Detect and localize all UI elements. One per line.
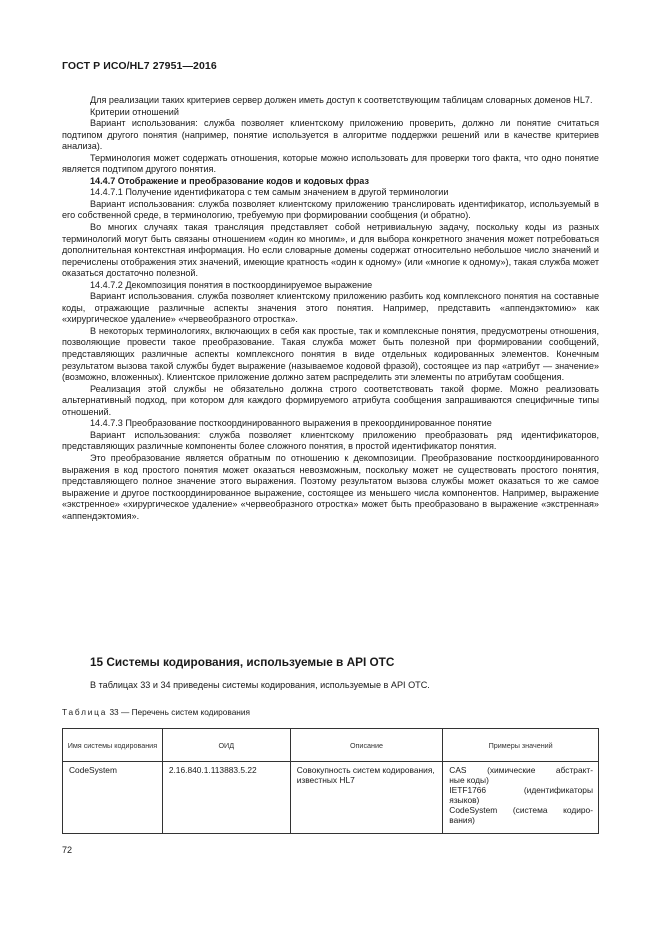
paragraph: Вариант использования: служба позволяет клиентскому приложению преобразовать ряд идентификаторов, представляющих различные компоненты более сложного понятия, в простой идентификатор понятия. bbox=[62, 429, 599, 452]
table-caption bbox=[62, 707, 250, 717]
paragraph: Вариант использования. служба позволяет клиентскому приложению разбить код комплексного понятия на составные коды, отражающие различные аспекты значения этого понятия. Например, представить «аппендэктомию» как «хирургическое удаление» «червеобразного отростка». bbox=[62, 291, 599, 325]
subsection-heading: 14.4.7 Отображение и преобразование кодов и кодовых фраз bbox=[90, 175, 369, 186]
column-header-name: Имя системы кодирования bbox=[63, 729, 163, 762]
example-line: вания) bbox=[449, 815, 475, 825]
column-header-description: Описание bbox=[290, 729, 443, 762]
paragraph: Терминология может содержать отношения, которые можно использовать для проверки того факта, что одно понятие является подтипом другого понятия. bbox=[62, 152, 599, 175]
cell-examples bbox=[443, 762, 599, 834]
cell-oid: 2.16.840.1.113883.5.22 bbox=[162, 762, 290, 834]
table-header-row bbox=[63, 729, 599, 762]
example-line: ные коды) bbox=[449, 775, 489, 785]
cell-name: CodeSystem bbox=[63, 762, 163, 834]
subsection-heading: 14.4.7.2 Декомпозиция понятия в посткоординируемое выражение bbox=[90, 279, 373, 290]
page-number: 72 bbox=[62, 845, 73, 855]
example-line: языков) bbox=[449, 795, 480, 805]
paragraph: Вариант использования: служба позволяет клиентскому приложению проверить, должно ли понятие считаться подтипом другого понятия (например, понятие используется в алгоритме поддержки решений или в качестве критериев анализа). bbox=[62, 118, 599, 152]
section-title: 15 Системы кодирования, используемые в API OTC bbox=[90, 655, 395, 669]
paragraph: Критерии отношений bbox=[90, 106, 179, 117]
example-line: IETF1766 (идентификаторы bbox=[449, 785, 593, 795]
example-line: CodeSystem (система кодиро- bbox=[449, 805, 593, 815]
paragraph: Вариант использования: служба позволяет клиентскому приложению транслировать идентификатор, используемый в его собственной среде, в терминологию, требуемую при формировании сообщения (и обратно). bbox=[62, 198, 599, 221]
subsection-heading: 14.4.7.1 Получение идентификатора с тем самым значением в другой терминологии bbox=[90, 187, 449, 198]
table-caption-text: 33 — Перечень систем кодирования bbox=[107, 707, 251, 717]
paragraph: Во многих случаях такая трансляция представляет собой нетривиальную задачу, поскольку коды из разных терминологий могут быть связаны отношением «один ко многим», и для выбора конкретного значения может потребоваться дополнительная контекстная информация. Но если словарные домены содержат относительно небольшое число значений и перечислены отображения этих значений, имеющие кратность «один к одному» (или «многие к одному»), такая служба может оказаться достаточно полезной. bbox=[62, 222, 599, 279]
column-header-oid: ОИД bbox=[162, 729, 290, 762]
paragraph: Реализация этой службы не обязательно должна строго соответствовать такой форме. Можно реализовать альтернативный подход, при котором для каждого формируемого атрибута сообщения запрашиваются специфичные типы отношений. bbox=[62, 383, 599, 417]
coding-systems-table bbox=[62, 728, 599, 834]
body-text bbox=[62, 95, 599, 522]
section-intro: В таблицах 33 и 34 приведены системы кодирования, используемые в API OTC. bbox=[90, 680, 430, 690]
paragraph: Для реализации таких критериев сервер должен иметь доступ к соответствующим таблицам словарных доменов HL7. bbox=[90, 95, 593, 105]
cell-description: Совокупность систем кодирования, известных HL7 bbox=[290, 762, 443, 834]
paragraph: Это преобразование является обратным по отношению к декомпозиции. Преобразование посткоординированного выражения в код простого понятия может оказаться невозможным, поскольку может не существовать простого понятия, представляющего полное значение этого выражения. Поэтому результатом вызова службы может оказаться то же самое выражение и другое посткоординированное выражение, состоящее из меньшего числа компонентов. Например, выражение «экстренное» «хирургическое удаление» «червеобразного отростка» может быть преобразовано в выражение «экстренная» «аппендэктомия». bbox=[62, 452, 599, 521]
example-line: CAS (химические абстракт- bbox=[449, 765, 593, 775]
paragraph: В некоторых терминологиях, включающих в себя как простые, так и комплексные понятия, предусмотрены отношения, позволяющие провести такое преобразование. Такая служба может быть полезной при формировании сообщений, представляющих различные аспекты комплексного понятия в виде отдельных кодированных элементов. Конечным результатом вызова такой службы будет выражение (называемое кодовой фразой), состоящее из пар «атрибут — значение» (возможно, вложенных). Клиентское приложение должно затем распределить эти элементы по атрибутам сообщения. bbox=[62, 325, 599, 383]
table-row bbox=[63, 762, 599, 834]
subsection-heading: 14.4.7.3 Преобразование посткоординированного выражения в прекоординированное понятие bbox=[90, 418, 492, 429]
document-header: ГОСТ Р ИСО/HL7 27951—2016 bbox=[62, 60, 217, 72]
table-caption-label: Таблица bbox=[62, 707, 108, 717]
column-header-examples: Примеры значений bbox=[443, 729, 599, 762]
